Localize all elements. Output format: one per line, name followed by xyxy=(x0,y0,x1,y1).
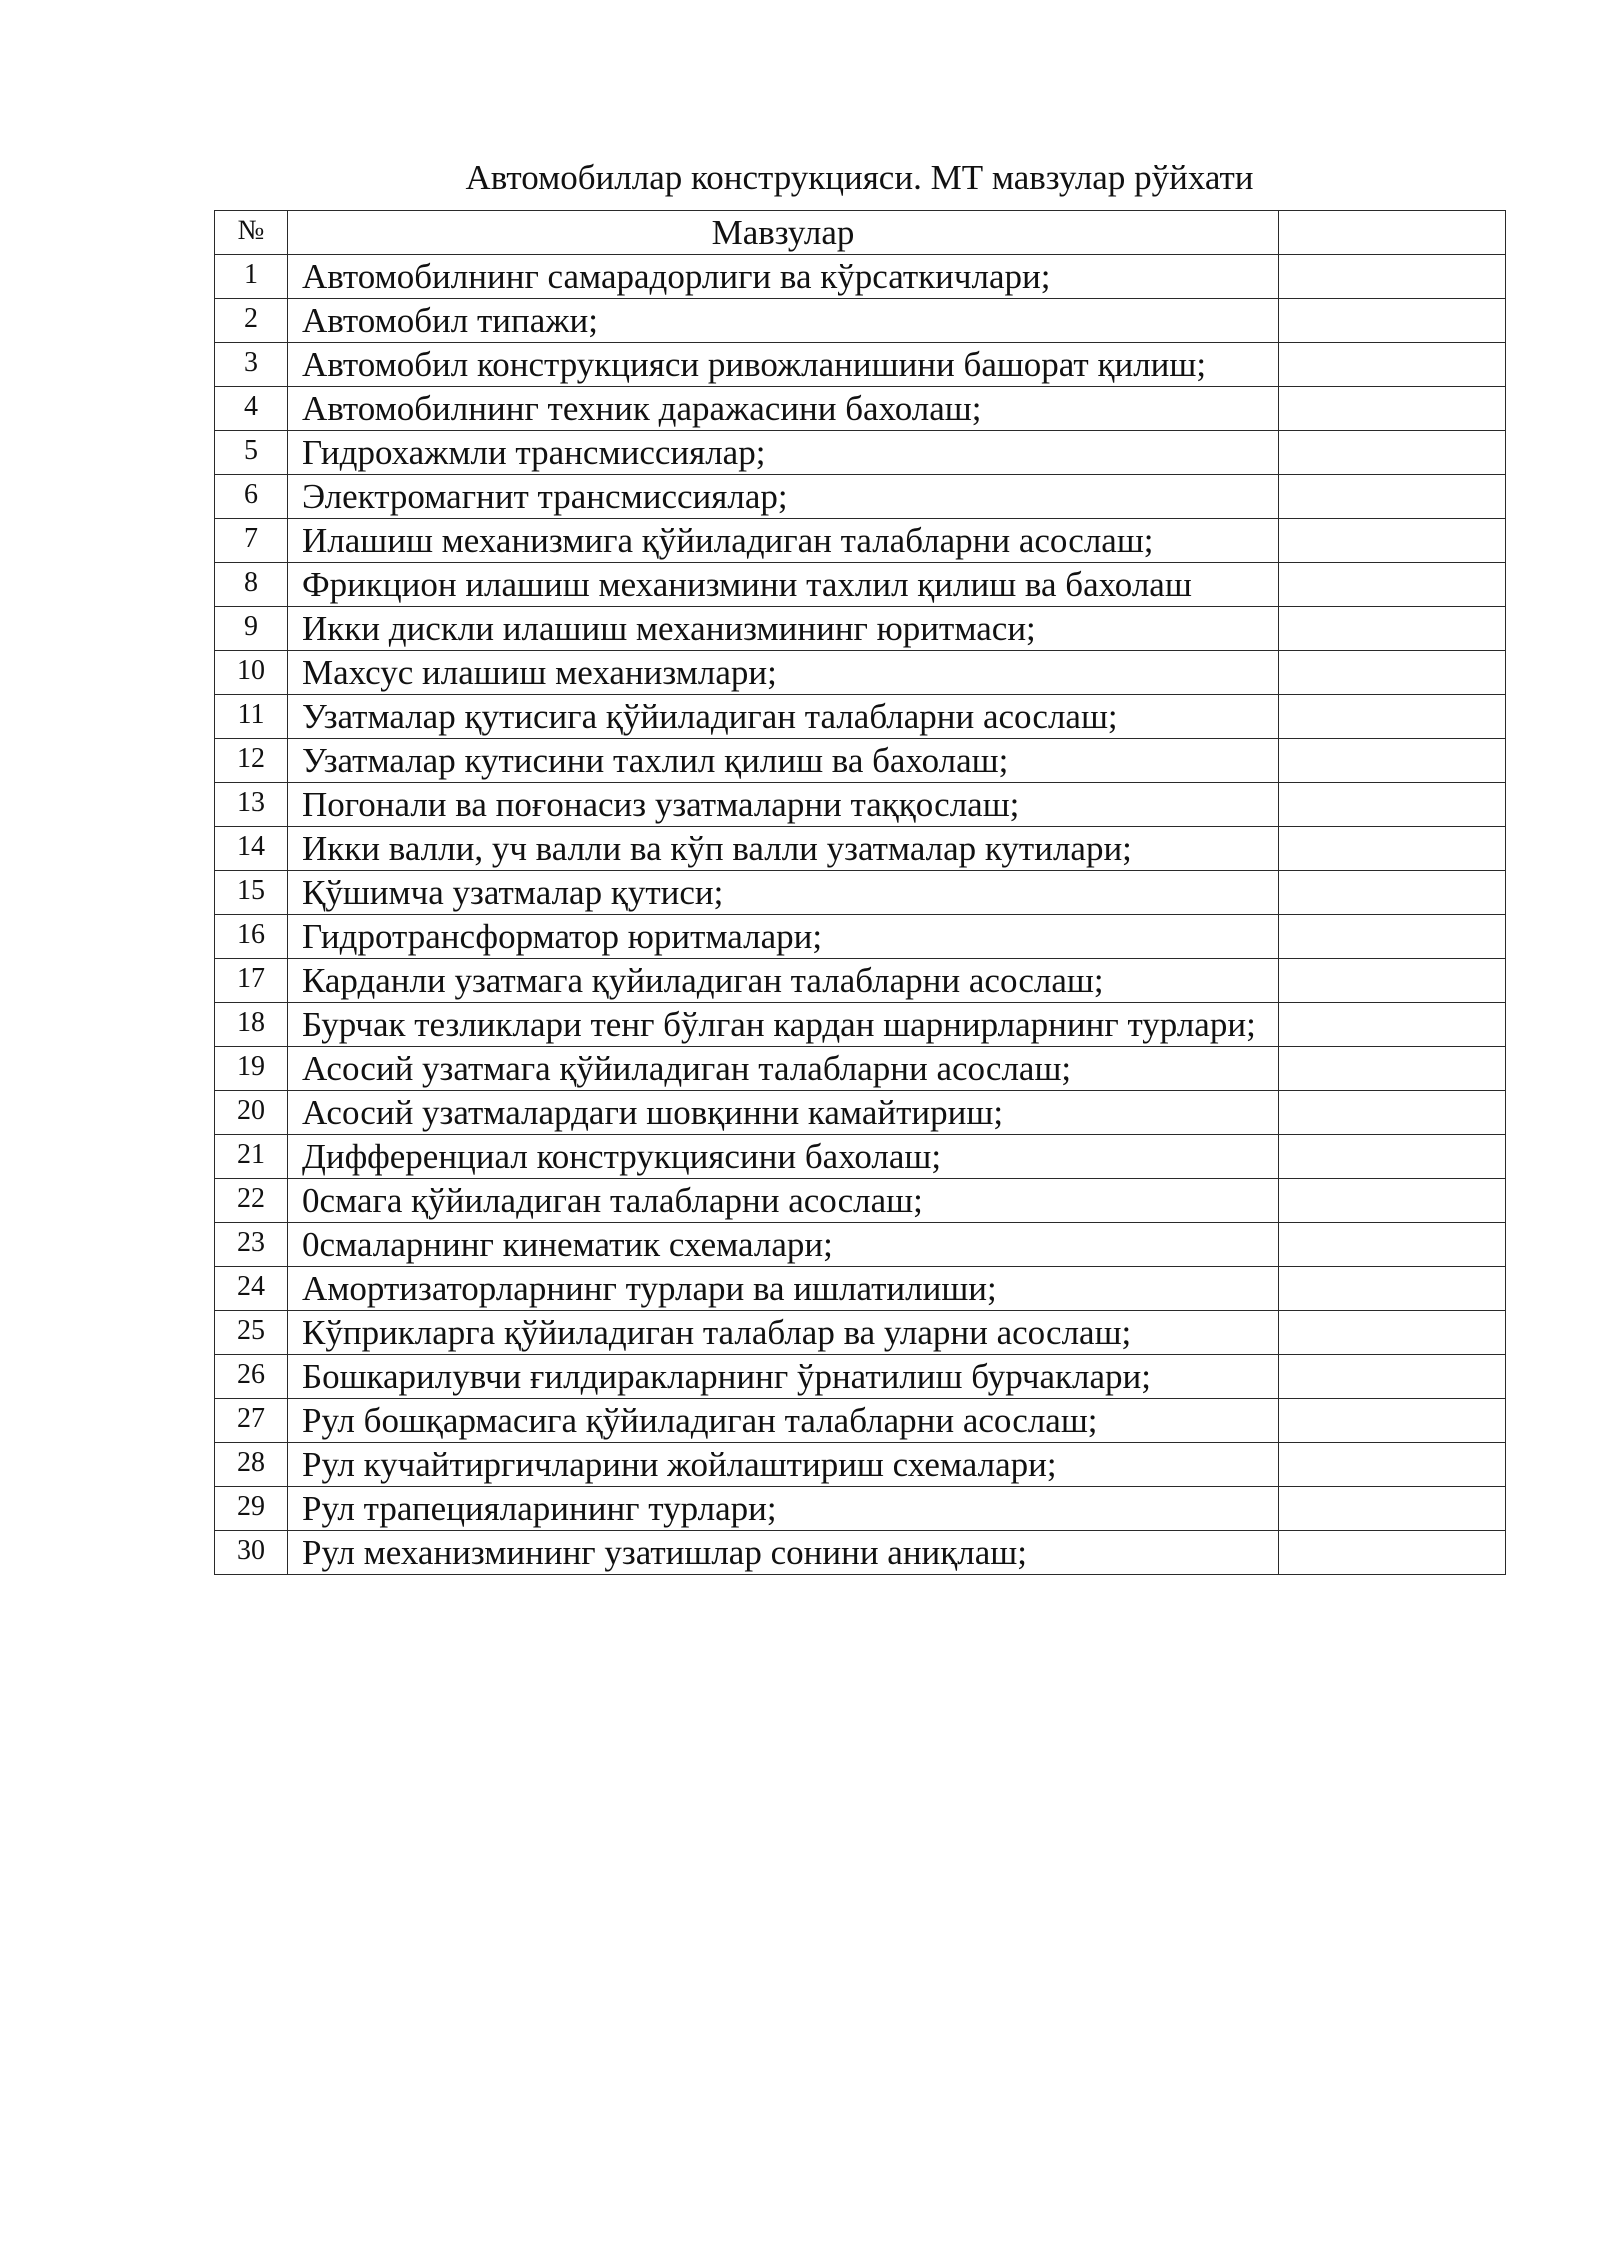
row-topic: Автомобилнинг самарадорлиги ва кўрсаткичлари; xyxy=(288,255,1279,299)
row-extra-cell xyxy=(1279,1487,1506,1531)
row-extra-cell xyxy=(1279,431,1506,475)
row-topic: Амортизаторларнинг турлари ва ишлатилиши; xyxy=(288,1267,1279,1311)
row-extra-cell xyxy=(1279,695,1506,739)
row-topic: Икки валли, уч валли ва кўп валли узатмалар кутилари; xyxy=(288,827,1279,871)
row-extra-cell xyxy=(1279,299,1506,343)
row-extra-cell xyxy=(1279,915,1506,959)
row-topic: Узатмалар қутисига қўйиладиган талабларни асослаш; xyxy=(288,695,1279,739)
row-number: 27 xyxy=(215,1399,288,1443)
row-topic: Илашиш механизмига қўйиладиган талабларни асослаш; xyxy=(288,519,1279,563)
table-row xyxy=(215,1179,1506,1223)
row-topic: 0смага қўйиладиган талабларни асослаш; xyxy=(288,1179,1279,1223)
table-row xyxy=(215,959,1506,1003)
row-topic: Асосий узатмалардаги шовқинни камайтириш; xyxy=(288,1091,1279,1135)
table-row xyxy=(215,695,1506,739)
row-extra-cell xyxy=(1279,387,1506,431)
row-number: 9 xyxy=(215,607,288,651)
table-row xyxy=(215,651,1506,695)
row-topic: Рул механизмининг узатишлар сонини аниқлаш; xyxy=(288,1531,1279,1575)
row-extra-cell xyxy=(1279,563,1506,607)
row-extra-cell xyxy=(1279,607,1506,651)
table-row xyxy=(215,1311,1506,1355)
row-extra-cell xyxy=(1279,1047,1506,1091)
row-number: 8 xyxy=(215,563,288,607)
row-extra-cell xyxy=(1279,959,1506,1003)
row-extra-cell xyxy=(1279,1267,1506,1311)
row-topic: Электромагнит трансмиссиялар; xyxy=(288,475,1279,519)
row-extra-cell xyxy=(1279,343,1506,387)
row-topic: Махсус илашиш механизмлари; xyxy=(288,651,1279,695)
row-topic: Рул бошқармасига қўйиладиган талабларни асослаш; xyxy=(288,1399,1279,1443)
row-number: 3 xyxy=(215,343,288,387)
row-extra-cell xyxy=(1279,1179,1506,1223)
row-number: 2 xyxy=(215,299,288,343)
row-number: 23 xyxy=(215,1223,288,1267)
table-row xyxy=(215,299,1506,343)
row-topic: Автомобил типажи; xyxy=(288,299,1279,343)
row-number: 21 xyxy=(215,1135,288,1179)
row-topic: Узатмалар кутисини тахлил қилиш ва бахолаш; xyxy=(288,739,1279,783)
row-number: 4 xyxy=(215,387,288,431)
row-extra-cell xyxy=(1279,827,1506,871)
row-number: 11 xyxy=(215,695,288,739)
page-title: Автомобиллар конструкцияси. МТ мавзулар рўйхати xyxy=(465,158,1254,197)
row-extra-cell xyxy=(1279,1311,1506,1355)
row-topic: Рул трапецияларининг турлари; xyxy=(288,1487,1279,1531)
row-extra-cell xyxy=(1279,1223,1506,1267)
row-topic: Кўприкларга қўйиладиган талаблар ва уларни асослаш; xyxy=(288,1311,1279,1355)
row-topic: Гидрохажмли трансмиссиялар; xyxy=(288,431,1279,475)
row-extra-cell xyxy=(1279,1399,1506,1443)
row-topic: Автомобилнинг техник даражасини бахолаш; xyxy=(288,387,1279,431)
table-row xyxy=(215,1003,1506,1047)
row-topic: 0смаларнинг кинематик схемалари; xyxy=(288,1223,1279,1267)
table-row xyxy=(215,1399,1506,1443)
extra-column-header xyxy=(1279,211,1506,255)
row-topic: Гидротрансформатор юритмалари; xyxy=(288,915,1279,959)
row-number: 18 xyxy=(215,1003,288,1047)
table-row xyxy=(215,1267,1506,1311)
table-row xyxy=(215,739,1506,783)
row-topic: Бурчак тезликлари тенг бўлган кардан шарнирларнинг турлари; xyxy=(288,1003,1279,1047)
row-number: 13 xyxy=(215,783,288,827)
table-row xyxy=(215,1443,1506,1487)
table-row xyxy=(215,387,1506,431)
table-row xyxy=(215,343,1506,387)
row-topic: Асосий узатмага қўйиладиган талабларни асослаш; xyxy=(288,1047,1279,1091)
row-topic: Икки дискли илашиш механизмининг юритмаси; xyxy=(288,607,1279,651)
table-row xyxy=(215,255,1506,299)
table-row xyxy=(215,1531,1506,1575)
row-number: 20 xyxy=(215,1091,288,1135)
table-row xyxy=(215,519,1506,563)
row-topic: Бошкарилувчи ғилдиракларнинг ўрнатилиш бурчаклари; xyxy=(288,1355,1279,1399)
table-row xyxy=(215,1135,1506,1179)
row-number: 22 xyxy=(215,1179,288,1223)
row-number: 19 xyxy=(215,1047,288,1091)
row-number: 16 xyxy=(215,915,288,959)
table-row xyxy=(215,475,1506,519)
row-number: 6 xyxy=(215,475,288,519)
table-body xyxy=(215,255,1506,1575)
row-number: 15 xyxy=(215,871,288,915)
row-number: 30 xyxy=(215,1531,288,1575)
row-number: 14 xyxy=(215,827,288,871)
row-topic: Қўшимча узатмалар қутиси; xyxy=(288,871,1279,915)
row-number: 24 xyxy=(215,1267,288,1311)
row-topic: Дифференциал конструкциясини бахолаш; xyxy=(288,1135,1279,1179)
row-extra-cell xyxy=(1279,1531,1506,1575)
row-extra-cell xyxy=(1279,1091,1506,1135)
row-extra-cell xyxy=(1279,783,1506,827)
row-extra-cell xyxy=(1279,1443,1506,1487)
row-topic: Карданли узатмага қуйиладиган талабларни асослаш; xyxy=(288,959,1279,1003)
table-row xyxy=(215,1223,1506,1267)
row-number: 10 xyxy=(215,651,288,695)
row-extra-cell xyxy=(1279,255,1506,299)
table-row xyxy=(215,1487,1506,1531)
topic-column-header: Мавзулар xyxy=(288,211,1279,255)
row-number: 1 xyxy=(215,255,288,299)
table-row xyxy=(215,1355,1506,1399)
table-row xyxy=(215,1047,1506,1091)
table-row xyxy=(215,871,1506,915)
topics-table xyxy=(214,210,1506,1575)
table-row xyxy=(215,607,1506,651)
table-row xyxy=(215,783,1506,827)
row-number: 29 xyxy=(215,1487,288,1531)
row-topic: Рул кучайтиргичларини жойлаштириш схемалари; xyxy=(288,1443,1279,1487)
row-number: 17 xyxy=(215,959,288,1003)
row-number: 25 xyxy=(215,1311,288,1355)
table-row xyxy=(215,827,1506,871)
row-topic: Автомобил конструкцияси ривожланишини башорат қилиш; xyxy=(288,343,1279,387)
row-number: 28 xyxy=(215,1443,288,1487)
number-column-header: № xyxy=(215,211,288,255)
row-number: 12 xyxy=(215,739,288,783)
table-row xyxy=(215,431,1506,475)
row-topic: Фрикцион илашиш механизмини тахлил қилиш ва бахолаш xyxy=(288,563,1279,607)
row-extra-cell xyxy=(1279,519,1506,563)
row-extra-cell xyxy=(1279,475,1506,519)
row-extra-cell xyxy=(1279,1135,1506,1179)
row-extra-cell xyxy=(1279,1355,1506,1399)
row-number: 26 xyxy=(215,1355,288,1399)
row-number: 7 xyxy=(215,519,288,563)
row-extra-cell xyxy=(1279,1003,1506,1047)
table-row xyxy=(215,1091,1506,1135)
row-extra-cell xyxy=(1279,871,1506,915)
row-topic: Погонали ва поғонасиз узатмаларни таққослаш; xyxy=(288,783,1279,827)
table-row xyxy=(215,915,1506,959)
table-row xyxy=(215,563,1506,607)
row-number: 5 xyxy=(215,431,288,475)
row-extra-cell xyxy=(1279,739,1506,783)
table-header-row xyxy=(215,211,1506,255)
row-extra-cell xyxy=(1279,651,1506,695)
